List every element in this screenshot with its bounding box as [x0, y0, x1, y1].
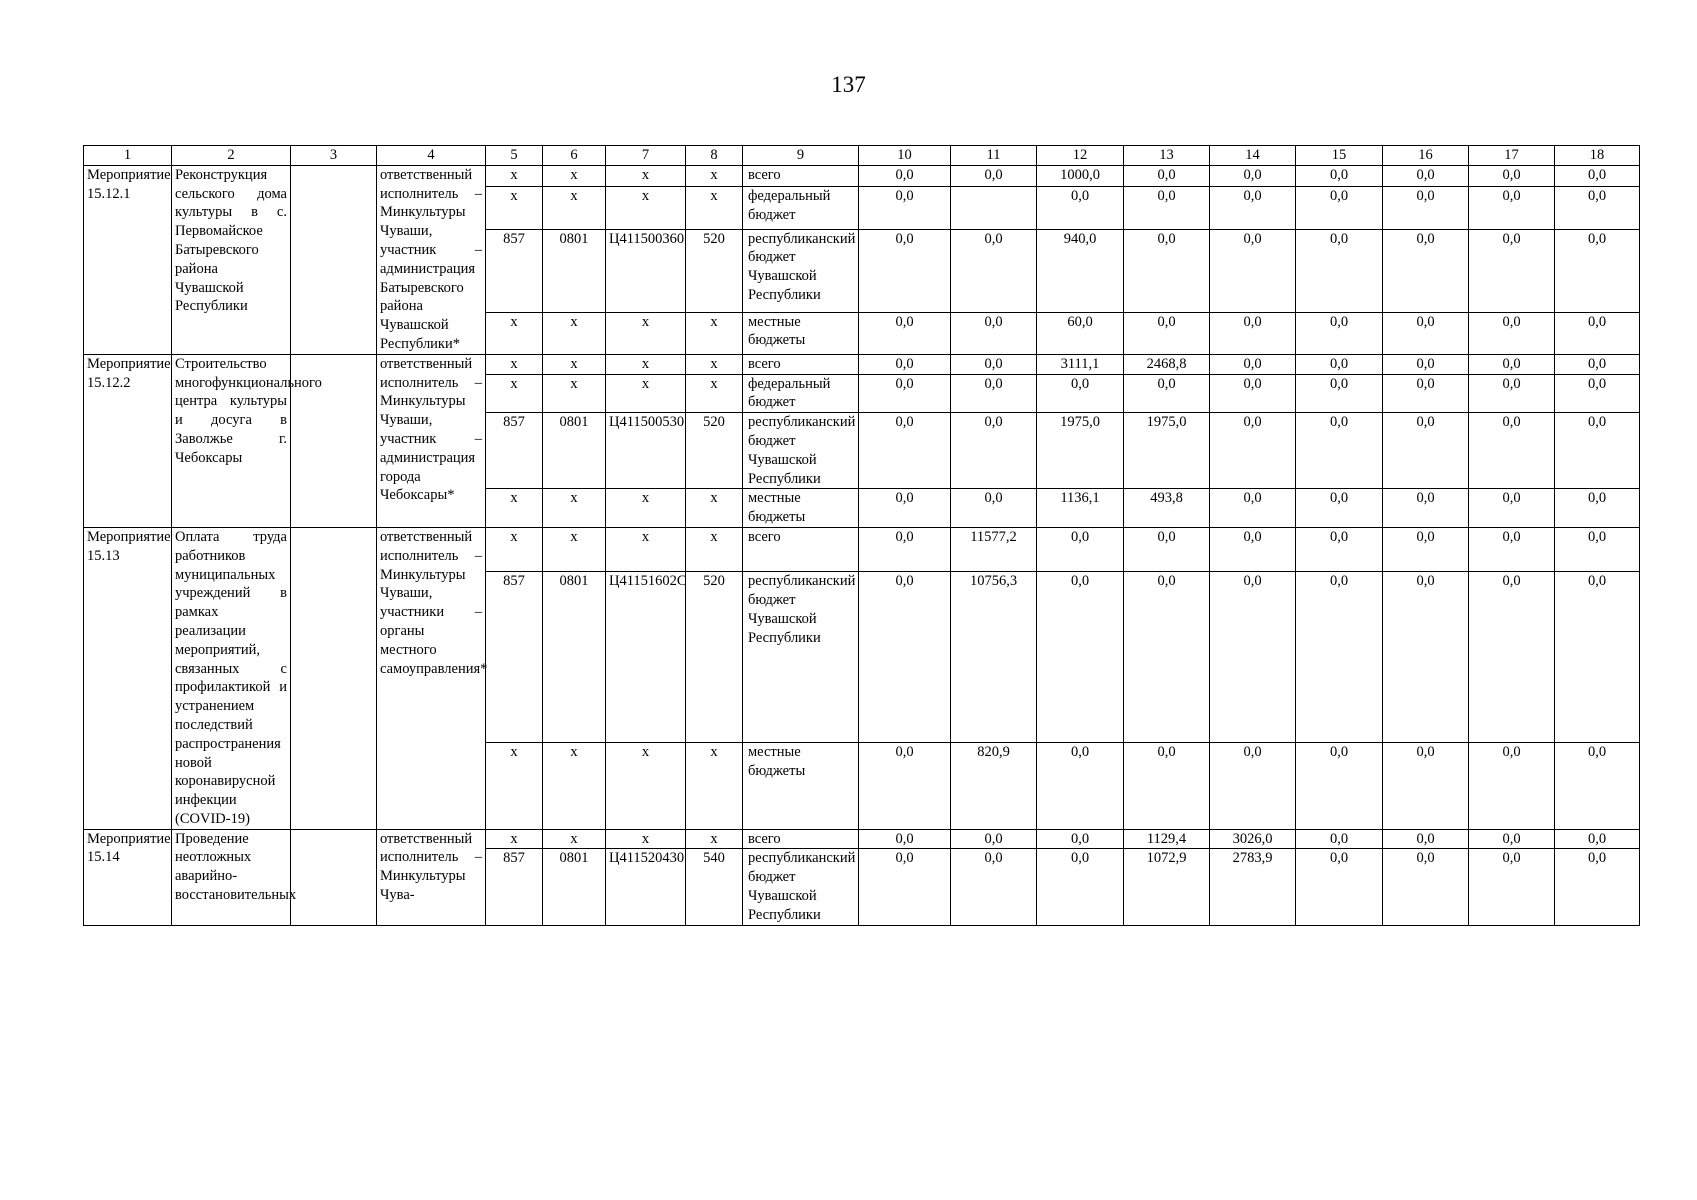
value-cell: 0,0: [1124, 572, 1210, 743]
value-cell: 0,0: [859, 187, 951, 229]
value-cell: 0,0: [1210, 489, 1296, 528]
target-article-code: х: [606, 312, 686, 354]
value-cell: 0,0: [1296, 354, 1383, 374]
measure-responsible: ответственный исполнитель – Минкультуры Чува-: [377, 829, 486, 925]
value-cell: 0,0: [1296, 849, 1383, 925]
measure-name: Строительство многофункционального центра культуры и досуга в Заволжье г. Чебоксары: [172, 354, 291, 527]
measure-id: Мероприятие 15.12.2: [84, 354, 172, 527]
grbs-code: х: [486, 312, 543, 354]
value-cell: 0,0: [1555, 829, 1640, 849]
value-cell: 0,0: [1383, 354, 1469, 374]
column-header: 9: [743, 146, 859, 166]
funding-source: республиканский бюджет Чувашской Республики: [743, 229, 859, 312]
funding-source: всего: [743, 829, 859, 849]
grbs-code: 857: [486, 413, 543, 489]
column-header: 6: [543, 146, 606, 166]
target-article-code: х: [606, 829, 686, 849]
expense-type-code: х: [686, 743, 743, 830]
value-cell: 0,0: [1383, 527, 1469, 571]
value-cell: 0,0: [1469, 187, 1555, 229]
expense-type-code: х: [686, 374, 743, 413]
column-header: 18: [1555, 146, 1640, 166]
value-cell: 0,0: [1555, 413, 1640, 489]
grbs-code: 857: [486, 572, 543, 743]
column-header: 15: [1296, 146, 1383, 166]
column-header: 3: [291, 146, 377, 166]
value-cell: 0,0: [1555, 849, 1640, 925]
value-cell: 0,0: [1555, 165, 1640, 187]
column-header: 1: [84, 146, 172, 166]
value-cell: 0,0: [1383, 743, 1469, 830]
section-code: 0801: [543, 572, 606, 743]
target-article-code: Ц411500360: [606, 229, 686, 312]
column-number-row: [84, 146, 1640, 166]
value-cell: 0,0: [1383, 829, 1469, 849]
value-cell: 0,0: [1037, 743, 1124, 830]
value-cell: 0,0: [1124, 229, 1210, 312]
value-cell: 0,0: [951, 165, 1037, 187]
value-cell: 0,0: [1469, 572, 1555, 743]
section-code: х: [543, 187, 606, 229]
table-row: [84, 165, 1640, 187]
section-code: х: [543, 489, 606, 528]
target-article-code: Ц411500530: [606, 413, 686, 489]
funding-source: республиканский бюджет Чувашской Республики: [743, 849, 859, 925]
expense-type-code: х: [686, 829, 743, 849]
value-cell: 0,0: [1296, 229, 1383, 312]
section-code: х: [543, 829, 606, 849]
section-code: х: [543, 527, 606, 571]
value-cell: 0,0: [859, 489, 951, 528]
measure-name: Реконструкция сельского дома культуры в с. Первомайское Батыревского района Чувашской Республики: [172, 165, 291, 354]
value-cell: 0,0: [1210, 374, 1296, 413]
value-cell: 0,0: [1124, 312, 1210, 354]
value-cell: 0,0: [1469, 312, 1555, 354]
target-article-code: х: [606, 374, 686, 413]
grbs-code: х: [486, 527, 543, 571]
value-cell: 0,0: [951, 374, 1037, 413]
value-cell: 0,0: [1210, 165, 1296, 187]
value-cell: 0,0: [859, 527, 951, 571]
measure-name: Оплата труда работников муниципальных учреждений в рамках реализации мероприятий, связанных с профилактикой и устранением последствий распространения новой коронавирусной инфекции (COVID-19): [172, 527, 291, 829]
value-cell: 0,0: [1296, 374, 1383, 413]
value-cell: 0,0: [1124, 165, 1210, 187]
value-cell: 0,0: [1296, 829, 1383, 849]
value-cell: 0,0: [1383, 229, 1469, 312]
column-header: 4: [377, 146, 486, 166]
value-cell: 0,0: [859, 849, 951, 925]
value-cell: 0,0: [1210, 312, 1296, 354]
grbs-code: х: [486, 354, 543, 374]
value-cell: 0,0: [859, 743, 951, 830]
expense-type-code: х: [686, 187, 743, 229]
value-cell: 820,9: [951, 743, 1037, 830]
value-cell: 0,0: [1383, 572, 1469, 743]
value-cell: 0,0: [1124, 743, 1210, 830]
value-cell: 0,0: [1469, 374, 1555, 413]
value-cell: 0,0: [859, 354, 951, 374]
column-header: 12: [1037, 146, 1124, 166]
expense-type-code: х: [686, 312, 743, 354]
target-article-code: х: [606, 743, 686, 830]
value-cell: 0,0: [1210, 187, 1296, 229]
value-cell: 0,0: [1555, 527, 1640, 571]
column-header: 7: [606, 146, 686, 166]
value-cell: 0,0: [1037, 187, 1124, 229]
value-cell: 0,0: [1383, 374, 1469, 413]
value-cell: 0,0: [1469, 354, 1555, 374]
value-cell: 493,8: [1124, 489, 1210, 528]
value-cell: 0,0: [1210, 572, 1296, 743]
table-row: [84, 354, 1640, 374]
value-cell: 0,0: [1555, 489, 1640, 528]
section-code: 0801: [543, 849, 606, 925]
value-cell: 0,0: [1296, 413, 1383, 489]
column-header: 13: [1124, 146, 1210, 166]
value-cell: 0,0: [1210, 743, 1296, 830]
value-cell: 0,0: [1296, 312, 1383, 354]
funding-source: федеральный бюджет: [743, 374, 859, 413]
value-cell: 0,0: [1555, 187, 1640, 229]
value-cell: 0,0: [1383, 489, 1469, 528]
section-code: х: [543, 374, 606, 413]
value-cell: [951, 187, 1037, 229]
expense-type-code: 520: [686, 229, 743, 312]
funding-source: всего: [743, 527, 859, 571]
measure-name: Проведение неотложных аварийно-восстановительных: [172, 829, 291, 925]
value-cell: 2468,8: [1124, 354, 1210, 374]
value-cell: 0,0: [1555, 354, 1640, 374]
grbs-code: х: [486, 374, 543, 413]
value-cell: 0,0: [1469, 413, 1555, 489]
grbs-code: х: [486, 829, 543, 849]
value-cell: 940,0: [1037, 229, 1124, 312]
table-row: [84, 829, 1640, 849]
value-cell: 3026,0: [1210, 829, 1296, 849]
value-cell: 0,0: [1469, 849, 1555, 925]
expense-type-code: 540: [686, 849, 743, 925]
target-article-code: х: [606, 489, 686, 528]
section-code: х: [543, 312, 606, 354]
value-cell: 0,0: [859, 413, 951, 489]
section-code: 0801: [543, 229, 606, 312]
value-cell: 0,0: [951, 229, 1037, 312]
value-cell: 0,0: [1037, 829, 1124, 849]
value-cell: 0,0: [1555, 229, 1640, 312]
value-cell: 11577,2: [951, 527, 1037, 571]
section-code: 0801: [543, 413, 606, 489]
funding-source: местные бюджеты: [743, 489, 859, 528]
column-header: 10: [859, 146, 951, 166]
value-cell: 0,0: [1469, 527, 1555, 571]
empty-cell: [291, 165, 377, 354]
value-cell: 0,0: [1210, 354, 1296, 374]
funding-source: всего: [743, 165, 859, 187]
value-cell: 0,0: [1124, 374, 1210, 413]
target-article-code: х: [606, 354, 686, 374]
value-cell: 0,0: [951, 829, 1037, 849]
measure-id: Мероприятие 15.12.1: [84, 165, 172, 354]
value-cell: 0,0: [1383, 312, 1469, 354]
value-cell: 1975,0: [1037, 413, 1124, 489]
section-code: х: [543, 354, 606, 374]
value-cell: 1000,0: [1037, 165, 1124, 187]
value-cell: 0,0: [859, 165, 951, 187]
grbs-code: х: [486, 743, 543, 830]
empty-cell: [291, 829, 377, 925]
value-cell: 0,0: [1296, 527, 1383, 571]
target-article-code: Ц41151602С: [606, 572, 686, 743]
value-cell: 2783,9: [1210, 849, 1296, 925]
expense-type-code: х: [686, 165, 743, 187]
value-cell: 0,0: [1296, 165, 1383, 187]
value-cell: 0,0: [1037, 849, 1124, 925]
value-cell: 0,0: [1469, 229, 1555, 312]
value-cell: 1072,9: [1124, 849, 1210, 925]
measure-id: Мероприятие 15.13: [84, 527, 172, 829]
value-cell: 0,0: [859, 312, 951, 354]
value-cell: 0,0: [1469, 743, 1555, 830]
grbs-code: х: [486, 187, 543, 229]
column-header: 14: [1210, 146, 1296, 166]
column-header: 5: [486, 146, 543, 166]
funding-source: местные бюджеты: [743, 743, 859, 830]
value-cell: 3111,1: [1037, 354, 1124, 374]
expense-type-code: 520: [686, 413, 743, 489]
value-cell: 0,0: [1555, 572, 1640, 743]
value-cell: 0,0: [1037, 374, 1124, 413]
value-cell: 0,0: [1383, 187, 1469, 229]
column-header: 11: [951, 146, 1037, 166]
funding-source: республиканский бюджет Чувашской Республики: [743, 413, 859, 489]
expense-type-code: 520: [686, 572, 743, 743]
value-cell: 0,0: [951, 354, 1037, 374]
target-article-code: х: [606, 527, 686, 571]
value-cell: 0,0: [1555, 312, 1640, 354]
value-cell: 0,0: [859, 374, 951, 413]
value-cell: 0,0: [1124, 527, 1210, 571]
value-cell: 0,0: [951, 413, 1037, 489]
value-cell: 1975,0: [1124, 413, 1210, 489]
funding-source: всего: [743, 354, 859, 374]
value-cell: 0,0: [859, 572, 951, 743]
funding-source: местные бюджеты: [743, 312, 859, 354]
funding-source: федеральный бюджет: [743, 187, 859, 229]
measure-responsible: ответственный исполнитель – Минкультуры Чуваши, участники – органы местного самоуправления*: [377, 527, 486, 829]
value-cell: 0,0: [1383, 413, 1469, 489]
value-cell: 0,0: [1383, 165, 1469, 187]
value-cell: 0,0: [859, 829, 951, 849]
target-article-code: х: [606, 165, 686, 187]
grbs-code: х: [486, 165, 543, 187]
page-number: 137: [831, 72, 866, 97]
value-cell: 1136,1: [1037, 489, 1124, 528]
value-cell: 0,0: [1037, 527, 1124, 571]
value-cell: 0,0: [951, 312, 1037, 354]
value-cell: 0,0: [1210, 527, 1296, 571]
expense-type-code: х: [686, 527, 743, 571]
budget-table: [83, 145, 1640, 926]
value-cell: 10756,3: [951, 572, 1037, 743]
value-cell: 0,0: [951, 489, 1037, 528]
value-cell: 0,0: [1469, 165, 1555, 187]
grbs-code: 857: [486, 849, 543, 925]
measure-responsible: ответственный исполнитель – Минкультуры Чуваши, участник – администрация города Чебоксары*: [377, 354, 486, 527]
table-body: [84, 146, 1640, 926]
column-header: 17: [1469, 146, 1555, 166]
value-cell: 0,0: [1296, 489, 1383, 528]
value-cell: 0,0: [1555, 743, 1640, 830]
value-cell: 0,0: [1124, 187, 1210, 229]
value-cell: 0,0: [1469, 829, 1555, 849]
value-cell: 0,0: [951, 849, 1037, 925]
column-header: 2: [172, 146, 291, 166]
value-cell: 0,0: [1296, 572, 1383, 743]
value-cell: 0,0: [1555, 374, 1640, 413]
section-code: х: [543, 165, 606, 187]
value-cell: 0,0: [1210, 229, 1296, 312]
value-cell: 0,0: [1210, 413, 1296, 489]
target-article-code: х: [606, 187, 686, 229]
grbs-code: х: [486, 489, 543, 528]
measure-id: Мероприятие 15.14: [84, 829, 172, 925]
column-header: 8: [686, 146, 743, 166]
empty-cell: [291, 527, 377, 829]
column-header: 16: [1383, 146, 1469, 166]
grbs-code: 857: [486, 229, 543, 312]
section-code: х: [543, 743, 606, 830]
target-article-code: Ц411520430: [606, 849, 686, 925]
value-cell: 1129,4: [1124, 829, 1210, 849]
value-cell: 0,0: [1383, 849, 1469, 925]
value-cell: 60,0: [1037, 312, 1124, 354]
value-cell: 0,0: [1296, 187, 1383, 229]
value-cell: 0,0: [1296, 743, 1383, 830]
expense-type-code: х: [686, 489, 743, 528]
measure-responsible: ответственный исполнитель – Минкультуры Чуваши, участник – администрация Батыревского района Чувашской Республики*: [377, 165, 486, 354]
expense-type-code: х: [686, 354, 743, 374]
table-row: [84, 527, 1640, 571]
value-cell: 0,0: [1469, 489, 1555, 528]
value-cell: 0,0: [1037, 572, 1124, 743]
funding-source: республиканский бюджет Чувашской Республики: [743, 572, 859, 743]
value-cell: 0,0: [859, 229, 951, 312]
